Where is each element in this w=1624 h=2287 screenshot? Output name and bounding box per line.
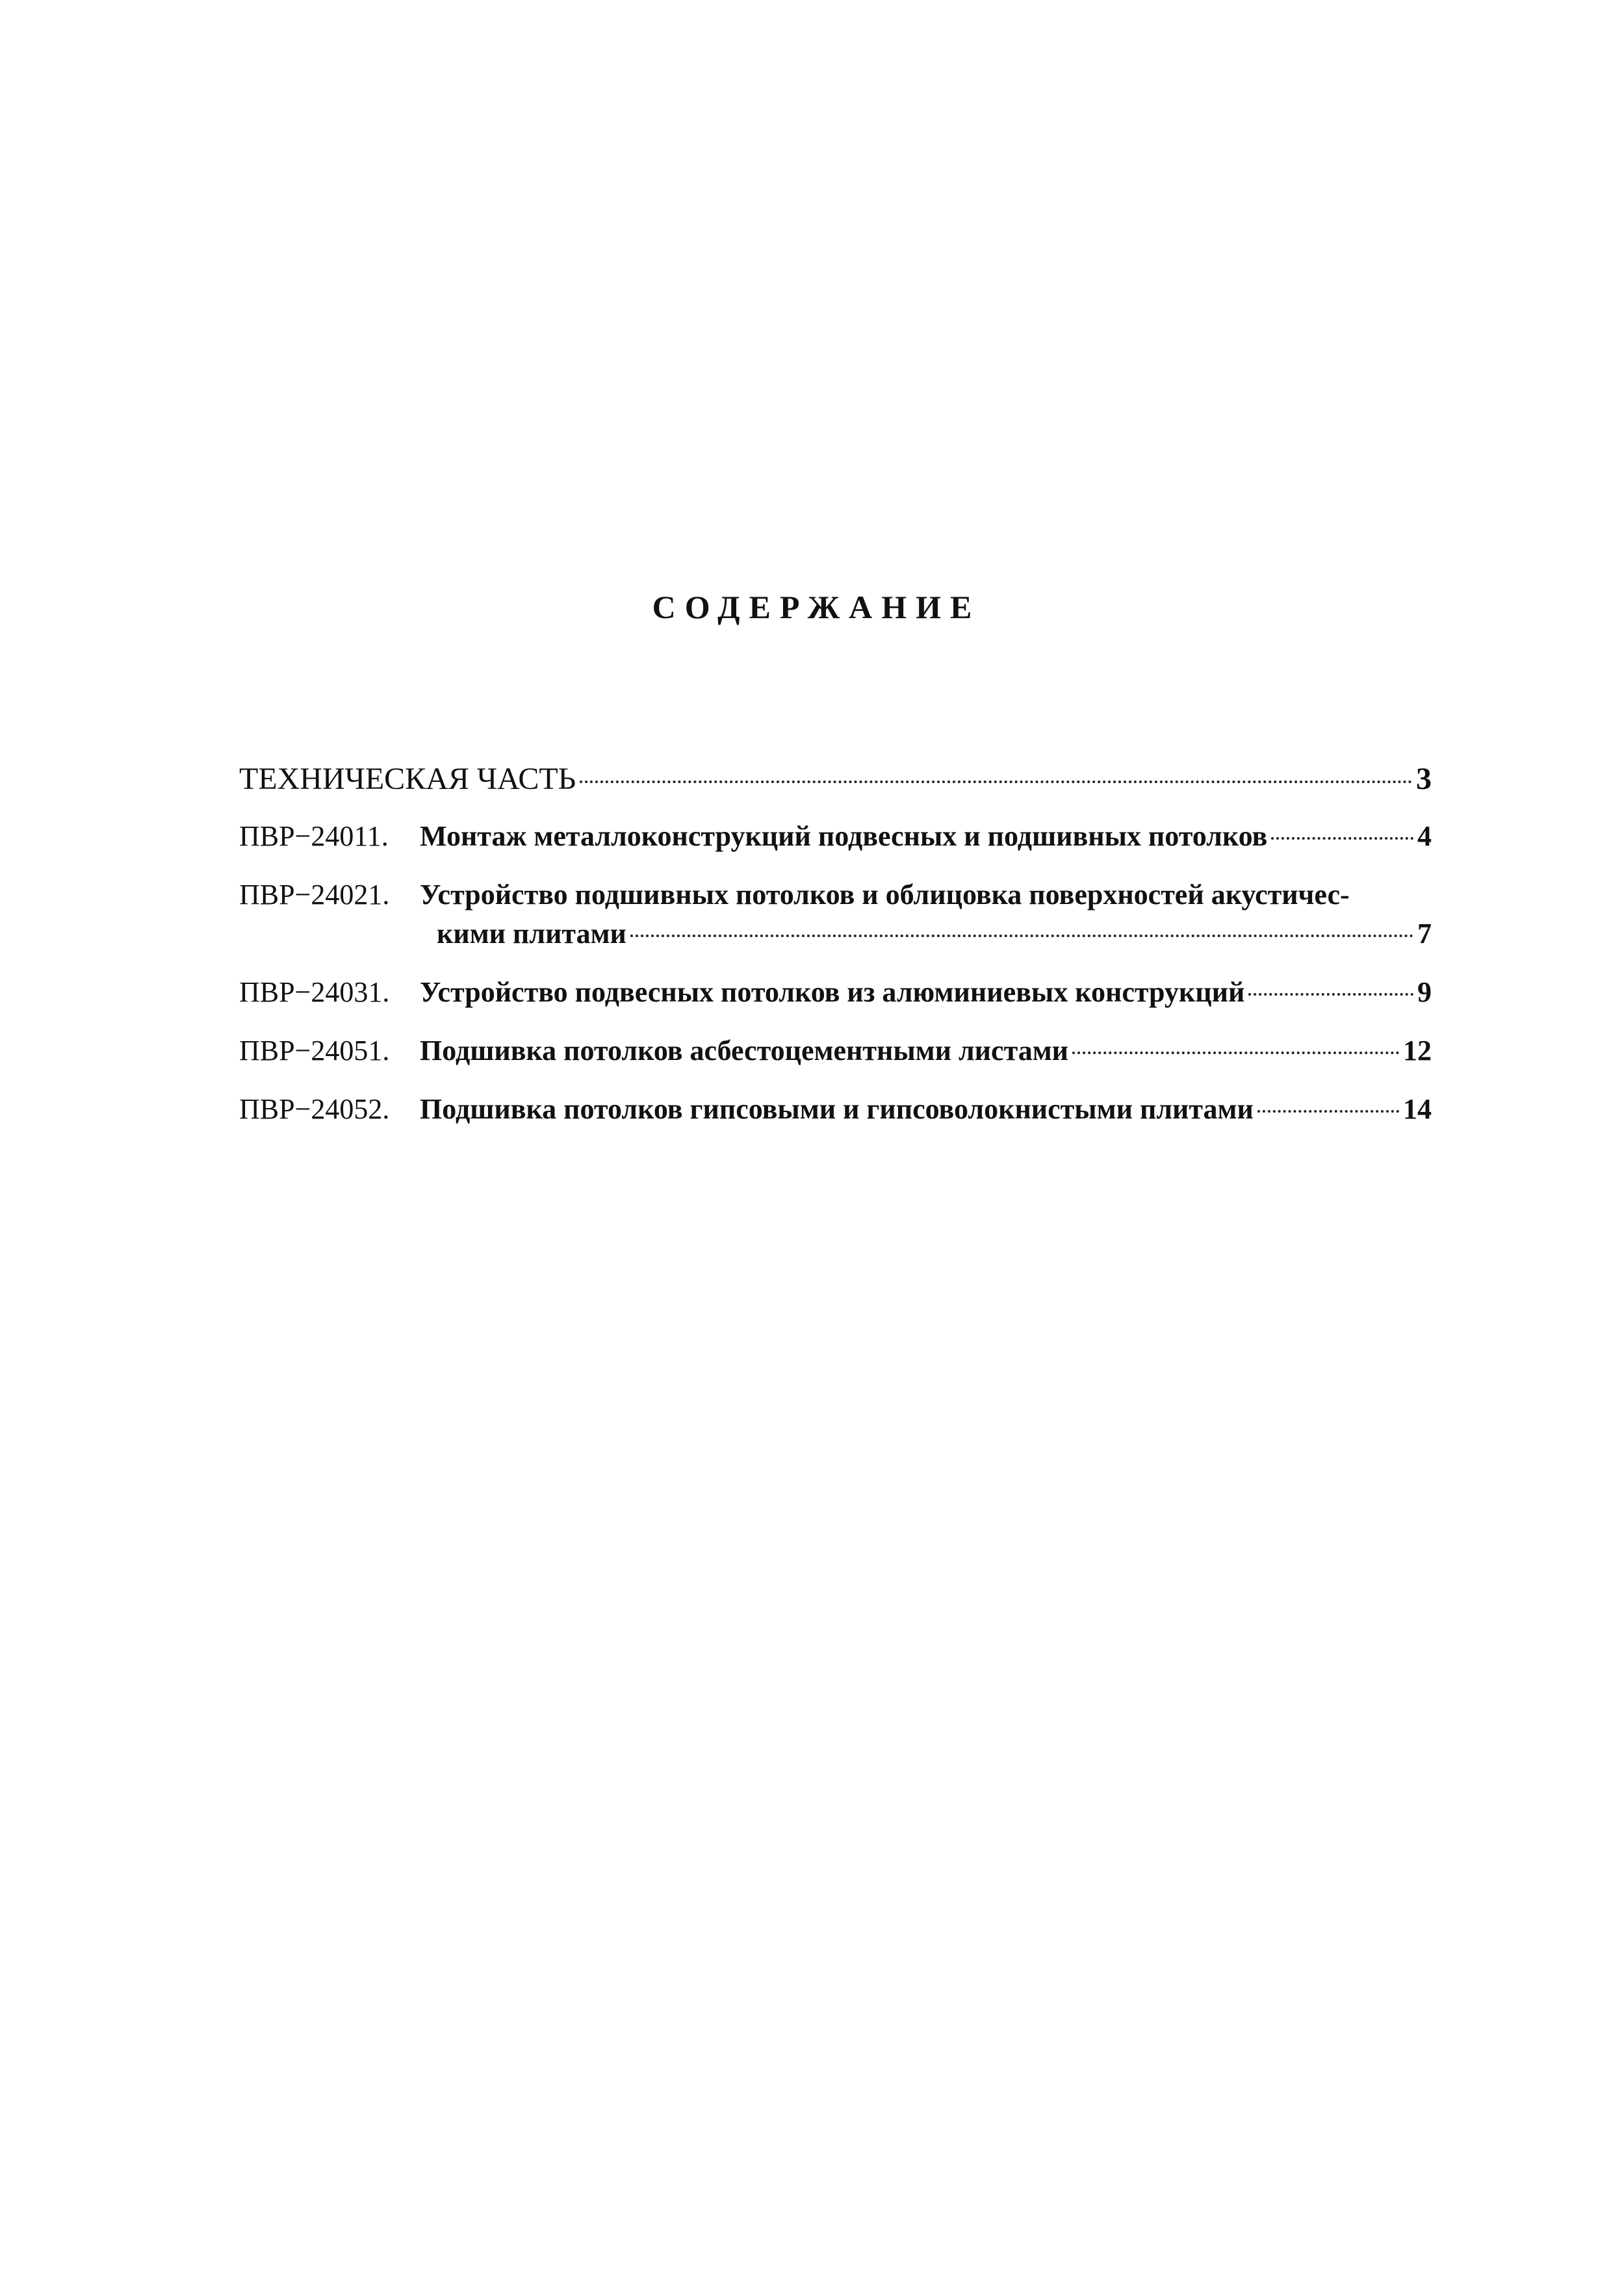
toc-entry-code: ПВР−24021.	[239, 879, 390, 911]
toc-line	[420, 1091, 1432, 1128]
toc-entry-code: ПВР−24052.	[239, 1093, 390, 1125]
dot-leader	[1072, 1052, 1399, 1054]
toc-entry-body	[420, 974, 1432, 1011]
toc-entry-body	[420, 1032, 1432, 1070]
toc-entry-title: Устройство подшивных потолков и облицовка поверхностей акустичес-	[420, 879, 1350, 911]
toc-entry-code: ПВР−24031.	[239, 976, 390, 1008]
toc-line	[420, 915, 1432, 953]
page-title: СОДЕРЖАНИЕ	[652, 589, 981, 625]
toc-line	[420, 818, 1432, 855]
toc-line	[420, 974, 1432, 1011]
dot-leader	[1248, 993, 1413, 996]
dot-leader	[630, 935, 1413, 937]
toc-entry-pvr-24021[interactable]	[239, 876, 1432, 953]
toc-entry-pvr-24031[interactable]	[239, 974, 1432, 1011]
toc-page-number: 14	[1403, 1093, 1432, 1125]
toc-entry-title: Устройство подвесных потолков из алюминиевых конструкций	[420, 976, 1245, 1008]
toc-page-number: 4	[1417, 820, 1432, 852]
toc-entry-body	[420, 876, 1432, 953]
toc-page-number: 9	[1417, 976, 1432, 1008]
dot-leader	[1271, 837, 1413, 840]
toc-entry-code: ПВР−24051.	[239, 1035, 390, 1066]
toc-entry-body	[420, 818, 1432, 855]
toc-line	[239, 760, 1432, 798]
toc-entry-code: ПВР−24011.	[239, 820, 389, 852]
table-of-contents	[239, 760, 1432, 1149]
toc-entry-title: Подшивка потолков асбестоцементными листами	[420, 1035, 1069, 1066]
toc-entry-pvr-24051[interactable]	[239, 1032, 1432, 1070]
toc-entry-body	[420, 1091, 1432, 1128]
toc-entry-title: ТЕХНИЧЕСКАЯ ЧАСТЬ	[239, 762, 576, 796]
toc-entry-body	[239, 760, 1432, 798]
toc-page-number: 3	[1416, 762, 1432, 796]
toc-entry-pvr-24011[interactable]	[239, 818, 1432, 855]
toc-entry-pvr-24052[interactable]	[239, 1091, 1432, 1128]
toc-entry-title-continuation: кими плитами	[437, 918, 626, 950]
toc-page-number: 7	[1417, 918, 1432, 950]
toc-entry-title: Монтаж металлоконструкций подвесных и подшивных потолков	[420, 820, 1268, 852]
toc-entry-title: Подшивка потолков гипсовыми и гипсоволокнистыми плитами	[420, 1093, 1254, 1125]
toc-page-number: 12	[1403, 1035, 1432, 1066]
toc-line	[420, 1032, 1432, 1070]
toc-line	[420, 876, 1432, 914]
dot-leader	[1257, 1110, 1399, 1113]
toc-entry-technical-part[interactable]	[239, 760, 1432, 798]
dot-leader	[580, 781, 1412, 783]
